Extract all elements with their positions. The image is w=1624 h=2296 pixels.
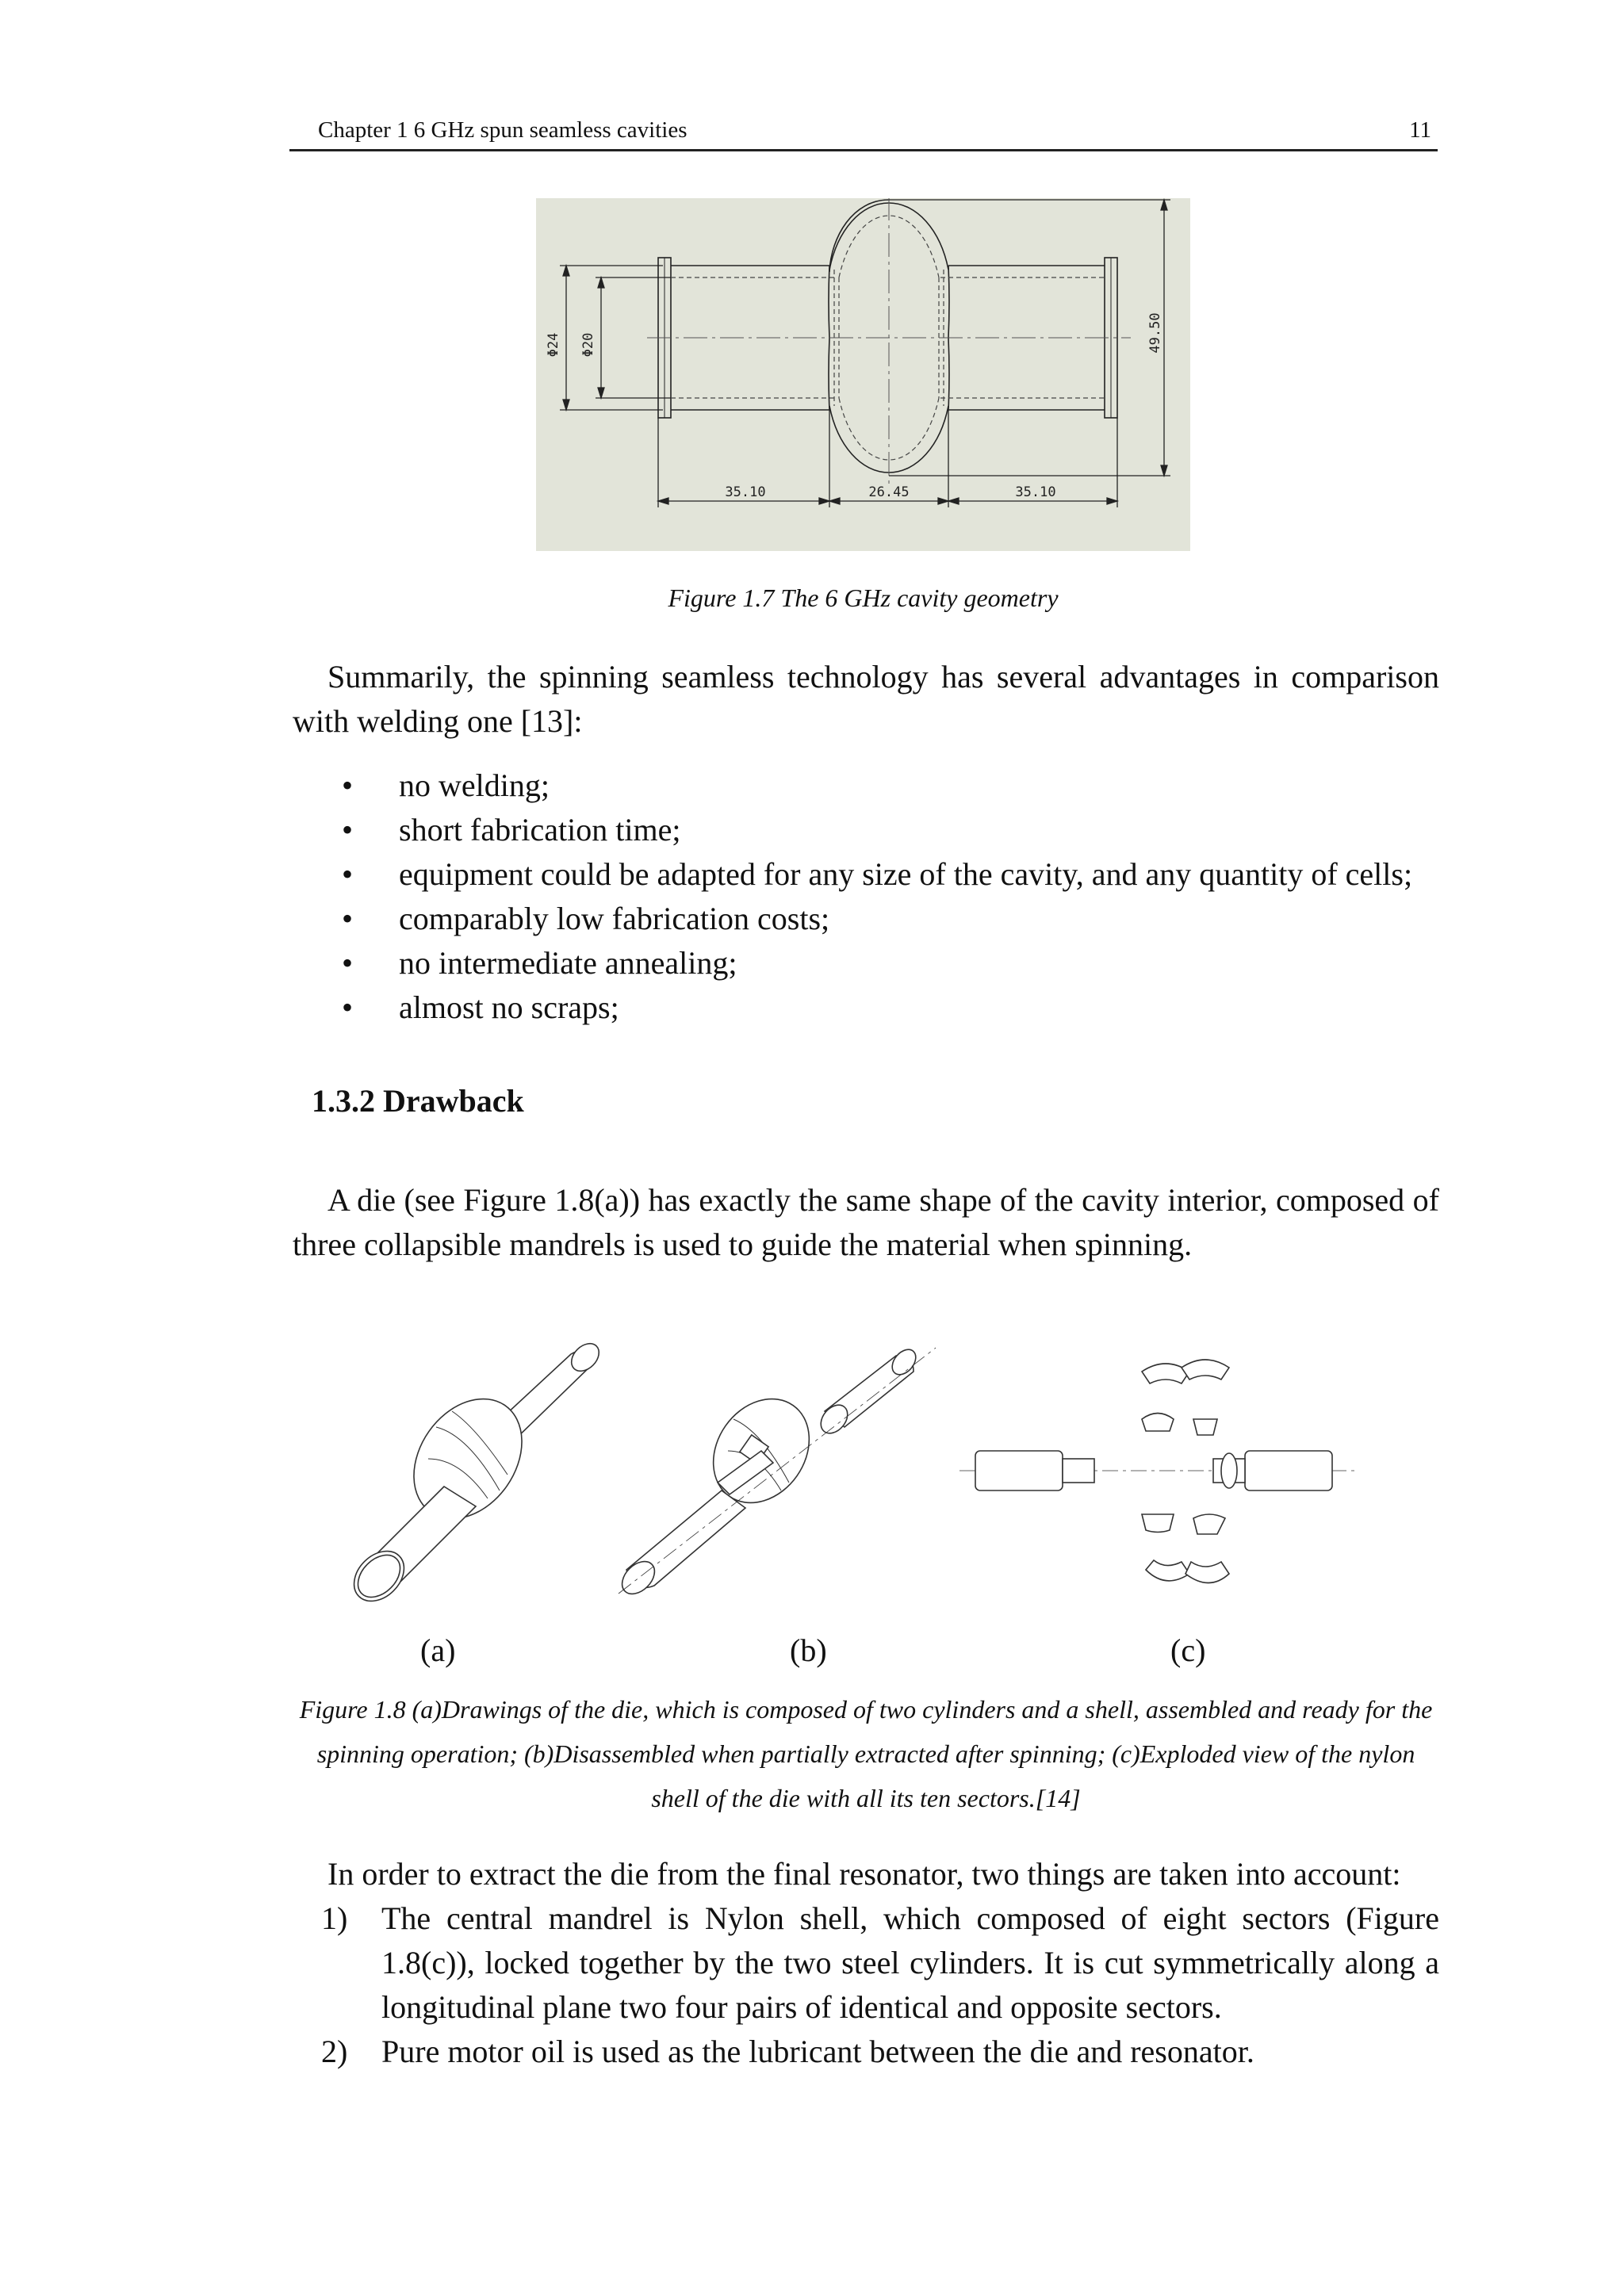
bullet-icon: • <box>342 856 354 892</box>
figure-1-7-caption: Figure 1.7 The 6 GHz cavity geometry <box>668 584 1059 612</box>
list-item: • comparably low fabrication costs; <box>327 897 1454 941</box>
dim-cell-length: 26.45 <box>868 484 910 500</box>
extract-intro: In order to extract the die from the final resonator, two things are taken into account: <box>327 1856 1401 1892</box>
dim-left-length: 35.10 <box>725 484 766 500</box>
chapter-title: Chapter 1 6 GHz spun seamless cavities <box>318 117 688 143</box>
figure-label-b: (b) <box>790 1632 827 1668</box>
die-paragraph: A die (see Figure 1.8(a)) has exactly the same shape of the cavity interior, composed of three collapsible mandrels is used to guide the material when spinning. <box>293 1182 1439 1262</box>
die-exploded-drawing <box>959 1360 1356 1583</box>
dim-cell-height: 49.50 <box>1147 312 1163 354</box>
list-item: • no intermediate annealing; <box>327 941 1454 985</box>
die-disassembled-drawing <box>616 1345 936 1600</box>
advantages-list <box>327 763 1454 1030</box>
item-text: Pure motor oil is used as the lubricant between the die and resonator. <box>381 2034 1254 2069</box>
intro-paragraph: Summarily, the spinning seamless technology has several advantages in comparison with welding one [13]: <box>293 659 1439 739</box>
bullet-icon: • <box>342 989 354 1025</box>
figure-label-a: (a) <box>420 1632 456 1668</box>
item-text: The central mandrel is Nylon shell, which composed of eight sectors (Figure 1.8(c)), locked together by the two steel cylinders. It is cut symmetrically along a longitudinal plane two four pairs of identical and opposite sectors. <box>381 1900 1439 2025</box>
list-item: • short fabrication time; <box>327 808 1454 852</box>
die-drawings <box>349 1340 1364 1609</box>
bullet-icon: • <box>342 812 354 848</box>
item-number: 1) <box>321 1900 348 1936</box>
list-item: • equipment could be adapted for any size of the cavity, and any quantity of cells; <box>327 852 1454 897</box>
numbered-item-1 <box>321 1896 1439 2030</box>
bullet-icon: • <box>342 945 354 981</box>
page-header <box>289 117 1438 151</box>
item-number: 2) <box>321 2034 348 2069</box>
dim-inner-diameter: Φ20 <box>580 332 596 358</box>
figure-label-c: (c) <box>1170 1632 1206 1668</box>
figure-1-8-caption: Figure 1.8 (a)Drawings of the die, which is composed of two cylinders and a shell, assembled and ready for the spinning operation; (b)Disassembled when partially extracted after spinning; (c)Exploded view of the nylon shell of the die with all its ten sectors.[14] <box>299 1695 1433 1812</box>
list-item: • almost no scraps; <box>327 985 1454 1030</box>
bullet-icon: • <box>342 767 354 803</box>
die-assembled-drawing <box>349 1340 604 1609</box>
bullet-icon: • <box>342 901 354 936</box>
cavity-geometry-drawing <box>536 198 1190 551</box>
numbered-item-2 <box>321 2030 1439 2074</box>
dim-outer-diameter: Φ24 <box>546 332 561 358</box>
page-number: 11 <box>1409 117 1431 143</box>
list-item: • no welding; <box>327 763 1454 808</box>
section-heading: 1.3.2 Drawback <box>312 1083 524 1119</box>
dim-right-length: 35.10 <box>1015 484 1056 500</box>
